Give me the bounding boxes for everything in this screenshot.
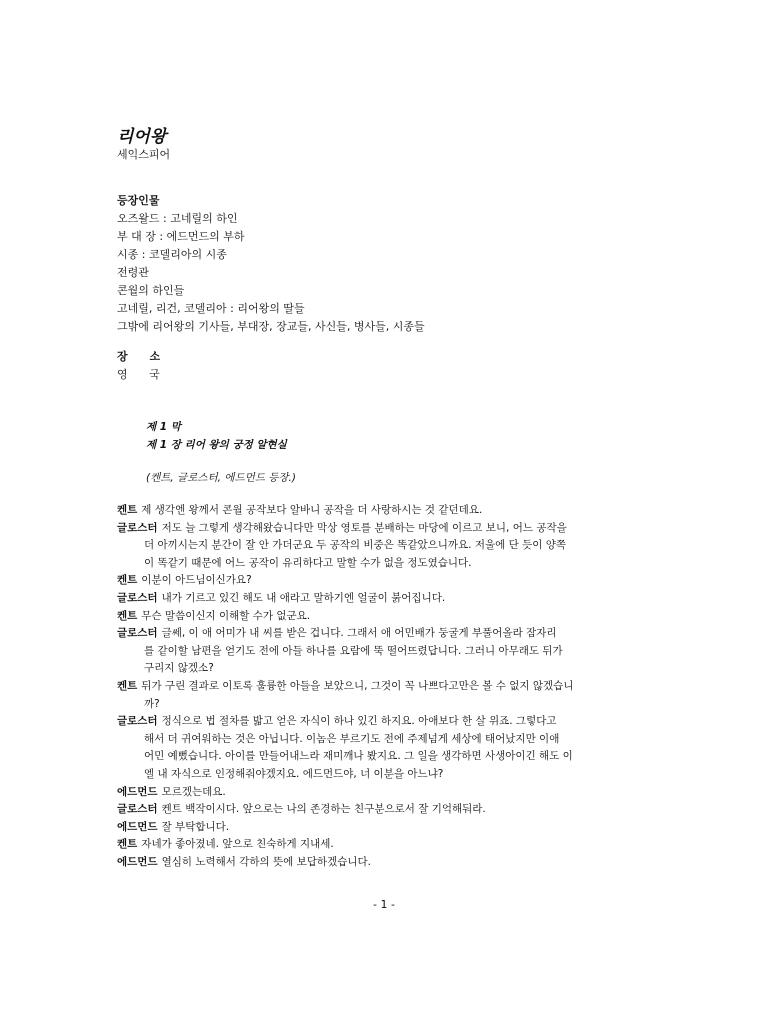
- speech-text: 잘 부탁합니다.: [161, 820, 230, 833]
- speaker-name: 켄트: [117, 504, 138, 516]
- speech-text: 무슨 말씀이신지 이해할 수가 없군요.: [141, 609, 311, 622]
- dialogue-speech: [117, 854, 647, 872]
- speech-first-line: [117, 680, 573, 692]
- cast-line: 부 대 장 : 에드먼드의 부하: [117, 230, 245, 243]
- speech-first-line: [117, 803, 486, 815]
- dialogue-speech: [117, 678, 647, 713]
- act-heading: [146, 418, 287, 454]
- cast-line: 오즈왈드 : 고네릴의 하인: [117, 212, 238, 225]
- speaker-name: 켄트: [117, 838, 138, 851]
- speech-text: 정식으로 법 절차를 밟고 얻은 자식이 하나 있긴 하지요. 아애보다 한 살 위죠. 그렇다고: [161, 715, 557, 728]
- dialogue-speech: [117, 819, 647, 837]
- dialogue-speech: [117, 590, 647, 608]
- speech-first-line: [117, 504, 482, 516]
- speech-first-line: [117, 838, 334, 850]
- speech-text: 이분이 아드님이신가요?: [141, 574, 252, 587]
- speech-text: 열심히 노력해서 각하의 뜻에 보답하겠습니다.: [161, 855, 371, 868]
- speech-text: 내가 기르고 있긴 해도 내 애라고 말하기엔 얼굴이 붉어집니다.: [161, 591, 446, 604]
- speech-continuation: 이 똑같기 때문에 어느 공작이 유리하다고 말할 수가 없을 정도였습니다.: [144, 556, 472, 569]
- dialogue-speech: [117, 502, 647, 520]
- speech-continuation: 구리지 않겠소?: [144, 662, 214, 675]
- speech-first-line: [117, 856, 371, 868]
- dialogue-speech: [117, 713, 647, 783]
- cast-line: 고네릴, 리건, 코델리아 : 리어왕의 딸들: [117, 302, 305, 315]
- speech-text: 글쎄, 이 애 어미가 내 씨를 받은 겁니다. 그래서 애 어민배가 둥굴게 부풀어올라 잠자리: [161, 627, 557, 640]
- speech-text: 제 생각엔 왕께서 콘월 공작보다 알바니 공작을 더 사랑하시는 것 같던데요.: [141, 504, 483, 516]
- speech-text: 저도 늘 그렇게 생각해왔습니다만 막상 영토를 분배하는 마당에 이르고 보니, 어느 공작을: [161, 521, 567, 534]
- dialogue-speech: [117, 801, 647, 819]
- cast-line: 전령관: [117, 266, 149, 279]
- speech-text: 뒤가 구린 결과로 이토록 훌륭한 아들을 보았으니, 그것이 꼭 나쁘다고만은 볼 수 없지 않겠습니: [141, 679, 574, 692]
- document-title: 리어왕: [117, 127, 167, 147]
- speech-text: 모르겠는데요.: [161, 785, 226, 798]
- speech-first-line: [117, 592, 445, 604]
- cast-line: 콘월의 하인들: [117, 284, 185, 297]
- speech-continuation: 엘 내 자식으로 인정해줘야겠지요. 에드먼드야, 너 이분을 아느냐?: [144, 767, 444, 780]
- speaker-name: 에드먼드: [117, 785, 158, 798]
- speech-continuation: 를 같이할 남편을 얻기도 전에 아들 하나를 요람에 뚝 떨어뜨렸답니다. 그러니 아무래도 뒤가: [144, 644, 563, 657]
- speaker-name: 에드먼드: [117, 820, 158, 833]
- speech-first-line: [117, 627, 557, 639]
- speech-first-line: [117, 610, 310, 622]
- speaker-name: 글로스터: [117, 591, 158, 604]
- speech-continuation: 더 아끼시는지 분간이 잘 안 가더군요 두 공작의 비중은 똑같았으니까요. 저울에 단 듯이 양쪽: [144, 539, 567, 552]
- speech-continuation: 어민 예뻤습니다. 아이를 만들어내느라 재미깨나 봤지요. 그 일을 생각하면 사생아이긴 해도 이: [144, 750, 573, 763]
- document-author: 세익스피어: [117, 148, 171, 161]
- cast-section: [117, 192, 425, 336]
- place-section: [117, 348, 169, 384]
- cast-line: 시종 : 코델리아의 시종: [117, 248, 227, 261]
- speech-continuation: 해서 더 귀여워하는 것은 아닙니다. 이놈은 부르기도 전에 주제넘게 세상에 태어났지만 이애: [144, 732, 560, 745]
- dialogue-speech: [117, 625, 647, 678]
- dialogue-body: [117, 502, 647, 871]
- speech-first-line: [117, 786, 226, 798]
- place-value: 영 국: [117, 368, 169, 381]
- page-number: - 1 -: [373, 898, 395, 911]
- act-label: 제 1 막: [146, 421, 181, 433]
- speaker-name: 켄트: [117, 679, 138, 692]
- speech-text: 자네가 좋아졌네. 앞으로 친숙하게 지내세.: [141, 838, 334, 851]
- speaker-name: 글로스터: [117, 627, 158, 640]
- place-heading: 장 소: [117, 350, 170, 363]
- dialogue-speech: [117, 572, 647, 590]
- speaker-name: 켄트: [117, 609, 138, 622]
- speech-first-line: [117, 522, 567, 534]
- scene-label: 제 1 장 리어 왕의 궁정 알현실: [146, 439, 287, 451]
- speaker-name: 켄트: [117, 574, 138, 587]
- dialogue-speech: [117, 520, 647, 573]
- speech-first-line: [117, 821, 229, 833]
- dialogue-speech: [117, 784, 647, 802]
- speech-continuation: 까?: [144, 697, 160, 710]
- dialogue-speech: [117, 836, 647, 854]
- cast-heading: 등장인물: [117, 194, 160, 207]
- speaker-name: 글로스터: [117, 803, 158, 816]
- speech-first-line: [117, 574, 252, 586]
- dialogue-speech: [117, 608, 647, 626]
- speech-first-line: [117, 715, 557, 727]
- speaker-name: 에드먼드: [117, 855, 158, 868]
- cast-line: 그밖에 리어왕의 기사들, 부대장, 장교들, 사신들, 병사들, 시종들: [117, 320, 425, 333]
- speaker-name: 글로스터: [117, 521, 158, 534]
- speaker-name: 글로스터: [117, 715, 158, 728]
- stage-direction: (켄트, 글로스터, 에드먼드 등장.): [146, 472, 296, 484]
- speech-text: 켄트 백작이시다. 앞으로는 나의 존경하는 친구분으로서 잘 기억해둬라.: [161, 803, 486, 816]
